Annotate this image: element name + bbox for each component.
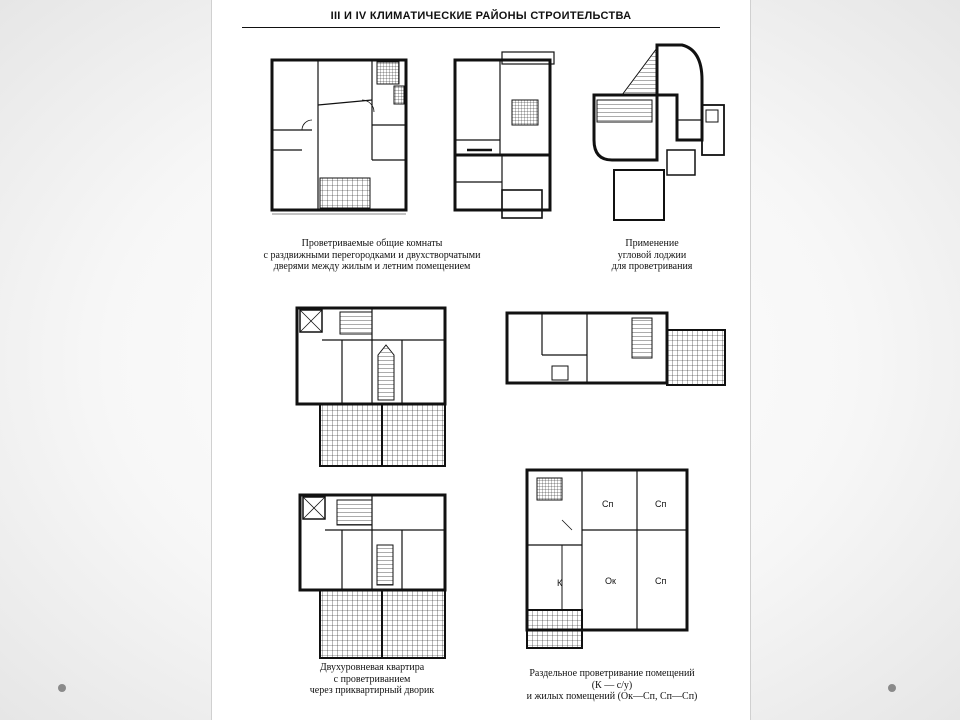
room-label-sp-3: Сп bbox=[655, 576, 667, 586]
room-label-sp-1: Сп bbox=[602, 499, 614, 509]
slide-bullet-dot-right bbox=[888, 684, 896, 692]
caption-line: и жилых помещений (Ок—Сп, Сп—Сп) bbox=[526, 691, 698, 702]
plan-separate-ventilation bbox=[527, 470, 687, 648]
room-label-sp-2: Сп bbox=[655, 499, 667, 509]
caption-separate-ventilation bbox=[492, 668, 732, 703]
caption-ventilated-rooms bbox=[252, 238, 492, 273]
caption-line: (К — с/у) bbox=[591, 679, 633, 691]
slide-bullet-dot-left bbox=[58, 684, 66, 692]
room-label-k: К bbox=[557, 578, 563, 588]
caption-line: Применение bbox=[625, 238, 679, 249]
caption-line: с раздвижными перегородками и двухстворчатыми bbox=[263, 249, 481, 261]
caption-line: для проветривания bbox=[611, 261, 693, 272]
plan-corner-loggia bbox=[594, 45, 724, 220]
caption-line: с проветриванием bbox=[333, 673, 411, 685]
room-label-ok: Ок bbox=[605, 576, 616, 586]
plan-ventilated-rooms-2 bbox=[455, 52, 554, 218]
caption-line: угловой лоджии bbox=[617, 249, 687, 261]
plan-courtyard-upper bbox=[297, 308, 445, 466]
caption-corner-loggia bbox=[582, 238, 722, 273]
plan-long-section bbox=[507, 313, 725, 385]
caption-line: через приквартирный дворик bbox=[309, 685, 435, 696]
page-title: III И IV КЛИМАТИЧЕСКИЕ РАЙОНЫ СТРОИТЕЛЬСТВА bbox=[330, 10, 632, 22]
caption-line: Раздельное проветривание помещений bbox=[529, 668, 695, 679]
caption-duplex bbox=[282, 662, 462, 697]
caption-line: Двухуровневая квартира bbox=[319, 662, 425, 673]
plan-ventilated-rooms bbox=[272, 60, 406, 214]
caption-line: Проветриваемые общие комнаты bbox=[301, 238, 443, 249]
document-page bbox=[211, 0, 751, 720]
caption-line: дверями между жилым и летним помещением bbox=[273, 261, 471, 272]
plan-duplex bbox=[300, 495, 445, 658]
floor-plans-drawing bbox=[212, 0, 750, 720]
